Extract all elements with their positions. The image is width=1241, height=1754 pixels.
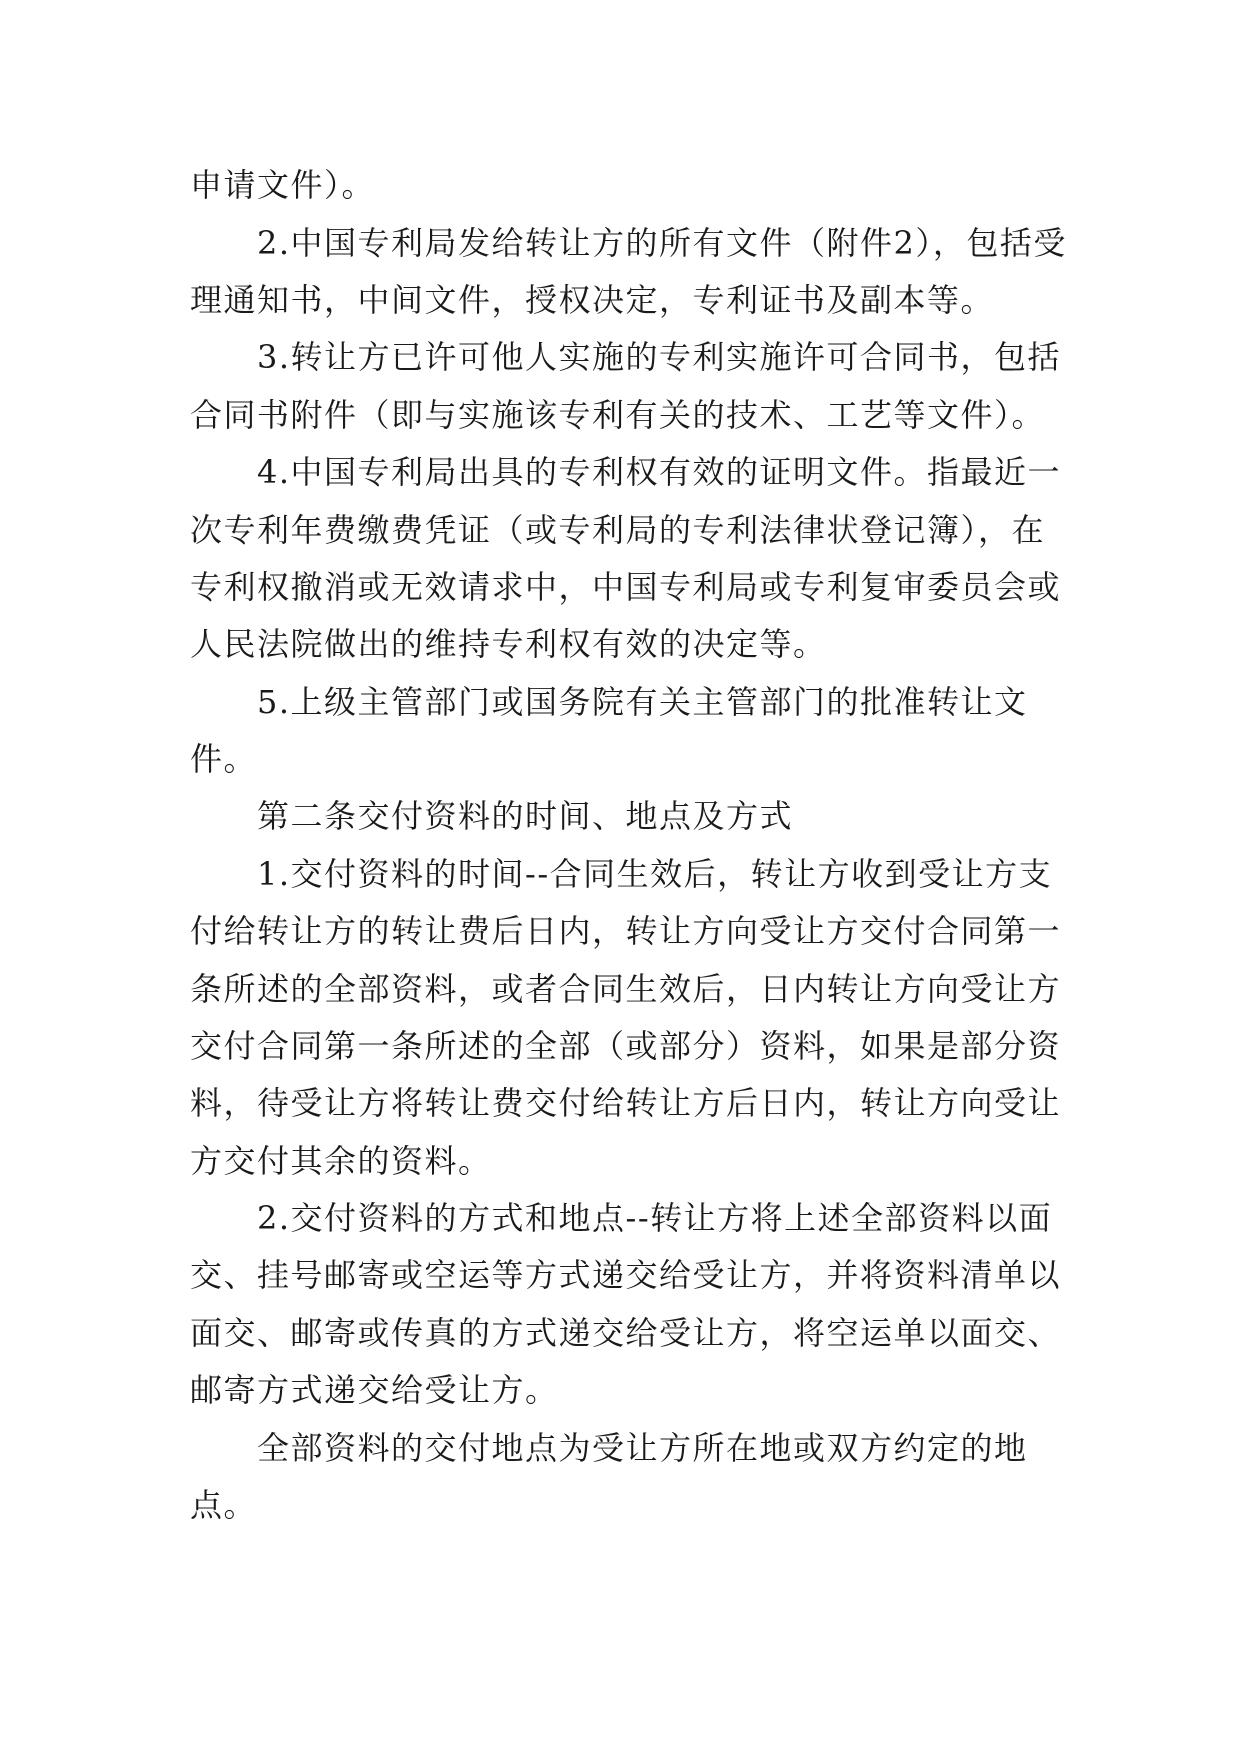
text-line: 邮寄方式递交给受让方。 <box>190 1371 559 1409</box>
text-line: 理通知书，中间文件，授权决定，专利证书及副本等。 <box>190 281 995 319</box>
text-line: 5.上级主管部门或国务院有关主管部门的批准转让文 <box>257 683 1028 721</box>
text-line: 条所述的全部资料，或者合同生效后，日内转让方向受让方 <box>190 970 1062 1008</box>
text-line: 合同书附件（即与实施该专利有关的技术、工艺等文件）。 <box>190 396 1046 434</box>
text-line: 次专利年费缴费凭证（或专利局的专利法律状登记簿），在 <box>190 511 1046 549</box>
text-line: 3.转让方已许可他人实施的专利实施许可合同书，包括 <box>257 338 1062 376</box>
text-line: 付给转让方的转让费后日内，转让方向受让方交付合同第一 <box>190 912 1062 950</box>
text-line: 交、挂号邮寄或空运等方式递交给受让方，并将资料清单以 <box>190 1256 1062 1294</box>
text-line: 4.中国专利局出具的专利权有效的证明文件。指最近一 <box>257 453 1062 491</box>
text-line: 申请文件）。 <box>190 166 376 204</box>
text-line: 面交、邮寄或传真的方式递交给受让方，将空运单以面交、 <box>190 1314 1062 1352</box>
text-line: 全部资料的交付地点为受让方所在地或双方约定的地 <box>257 1429 1028 1467</box>
text-line: 方交付其余的资料。 <box>190 1142 492 1180</box>
text-line: 交付合同第一条所述的全部（或部分）资料，如果是部分资 <box>190 1027 1062 1065</box>
text-line: 2.交付资料的方式和地点--转让方将上述全部资料以面 <box>257 1199 1053 1237</box>
section-heading: 第二条交付资料的时间、地点及方式 <box>257 797 794 835</box>
text-line: 2.中国专利局发给转让方的所有文件（附件2），包括受 <box>257 224 1067 262</box>
text-line: 料，待受让方将转让费交付给转让方后日内，转让方向受让 <box>190 1084 1062 1122</box>
text-line: 件。 <box>190 740 258 778</box>
text-line: 点。 <box>190 1486 258 1524</box>
text-line: 专利权撤消或无效请求中，中国专利局或专利复审委员会或 <box>190 568 1062 606</box>
text-line: 人民法院做出的维持专利权有效的决定等。 <box>190 625 827 663</box>
text-line: 1.交付资料的时间--合同生效后，转让方收到受让方支 <box>257 855 1053 893</box>
